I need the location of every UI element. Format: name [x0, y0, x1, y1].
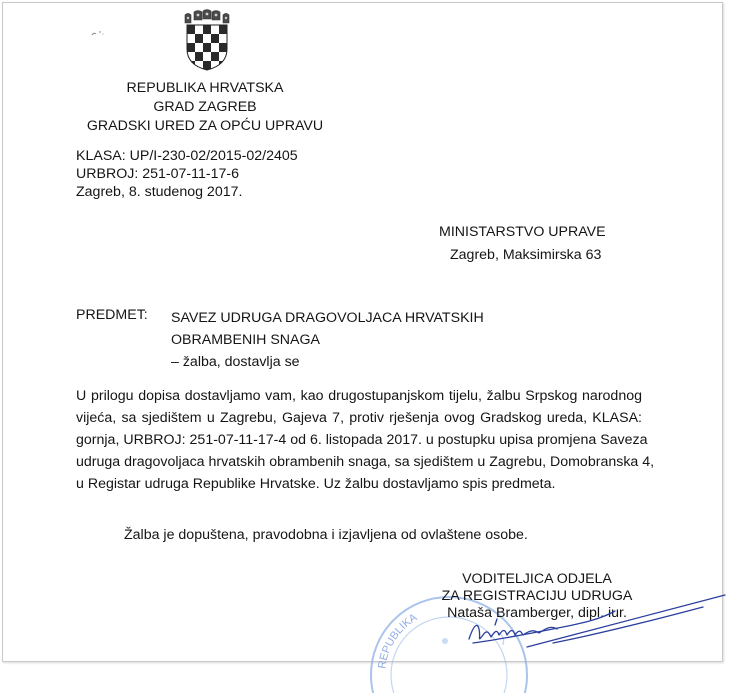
handwritten-signature — [433, 581, 729, 667]
body-line: u Registar udruga Republike Hrvatske. Uz žalbu dostavljamo spis predmeta. — [76, 476, 556, 492]
signatory-department: ZA REGISTRACIJU UDRUGA — [441, 588, 633, 604]
recipient-block — [439, 221, 606, 267]
header-line-office: GRADSKI URED ZA OPĆU UPRAVU — [86, 118, 324, 134]
subject-line-1: SAVEZ UDRUGA DRAGOVOLJACA HRVATSKIH — [171, 310, 484, 326]
reference-block — [76, 147, 298, 201]
body-line: udruga dragovoljaca hrvatskih obrambenih snaga, sa sjedištem u Zagrebu, Domobranska 4, — [76, 454, 655, 470]
signatory-name: Nataša Bramberger, dipl. iur. — [447, 605, 627, 621]
recipient-address: Zagreb, Maksimirska 63 — [450, 247, 602, 263]
scan-specks — [89, 25, 113, 41]
urbroj: URBROJ: 251-07-11-17-6 — [76, 166, 239, 182]
coat-of-arms-icon — [181, 9, 233, 71]
subject-line-2: OBRAMBENIH SNAGA — [171, 332, 320, 348]
signatory-title: VODITELJICA ODJELA — [462, 571, 612, 587]
stamp-text: REPUBLIKA — [376, 611, 420, 670]
body-line: vijeća, sa sjedištem u Zagrebu, Gajeva 7, protiv rješenja ovog Gradskog ureda, KLASA: — [76, 410, 642, 426]
subject-line-3: – žalba, dostavlja se — [171, 354, 300, 370]
subject-label: PREDMET: — [76, 307, 148, 323]
subject-block — [171, 307, 484, 373]
body-line: U prilogu dopisa dostavljamo vam, kao drugostupanjskom tijelu, žalbu Srpskog narodnog — [76, 388, 642, 404]
document-page — [2, 2, 723, 670]
body-line: gornja, URBROJ: 251-07-11-17-4 od 6. listopada 2017. u postupku upisa promjena Saveza — [76, 432, 648, 448]
svg-text:REPUBLIKA — [376, 611, 420, 669]
recipient-name: MINISTARSTVO UPRAVE — [439, 224, 606, 240]
body-paragraph — [76, 385, 655, 495]
header-line-city: GRAD ZAGREB — [153, 99, 257, 115]
appeal-admissibility: Žalba je dopuštena, pravodobna i izjavljena od ovlaštene osobe. — [124, 527, 528, 543]
issuer-header — [85, 79, 325, 136]
place-date: Zagreb, 8. studenog 2017. — [76, 184, 243, 200]
klasa: KLASA: UP/I-230-02/2015-02/2405 — [76, 148, 298, 164]
header-line-republic: REPUBLIKA HRVATSKA — [126, 80, 284, 96]
